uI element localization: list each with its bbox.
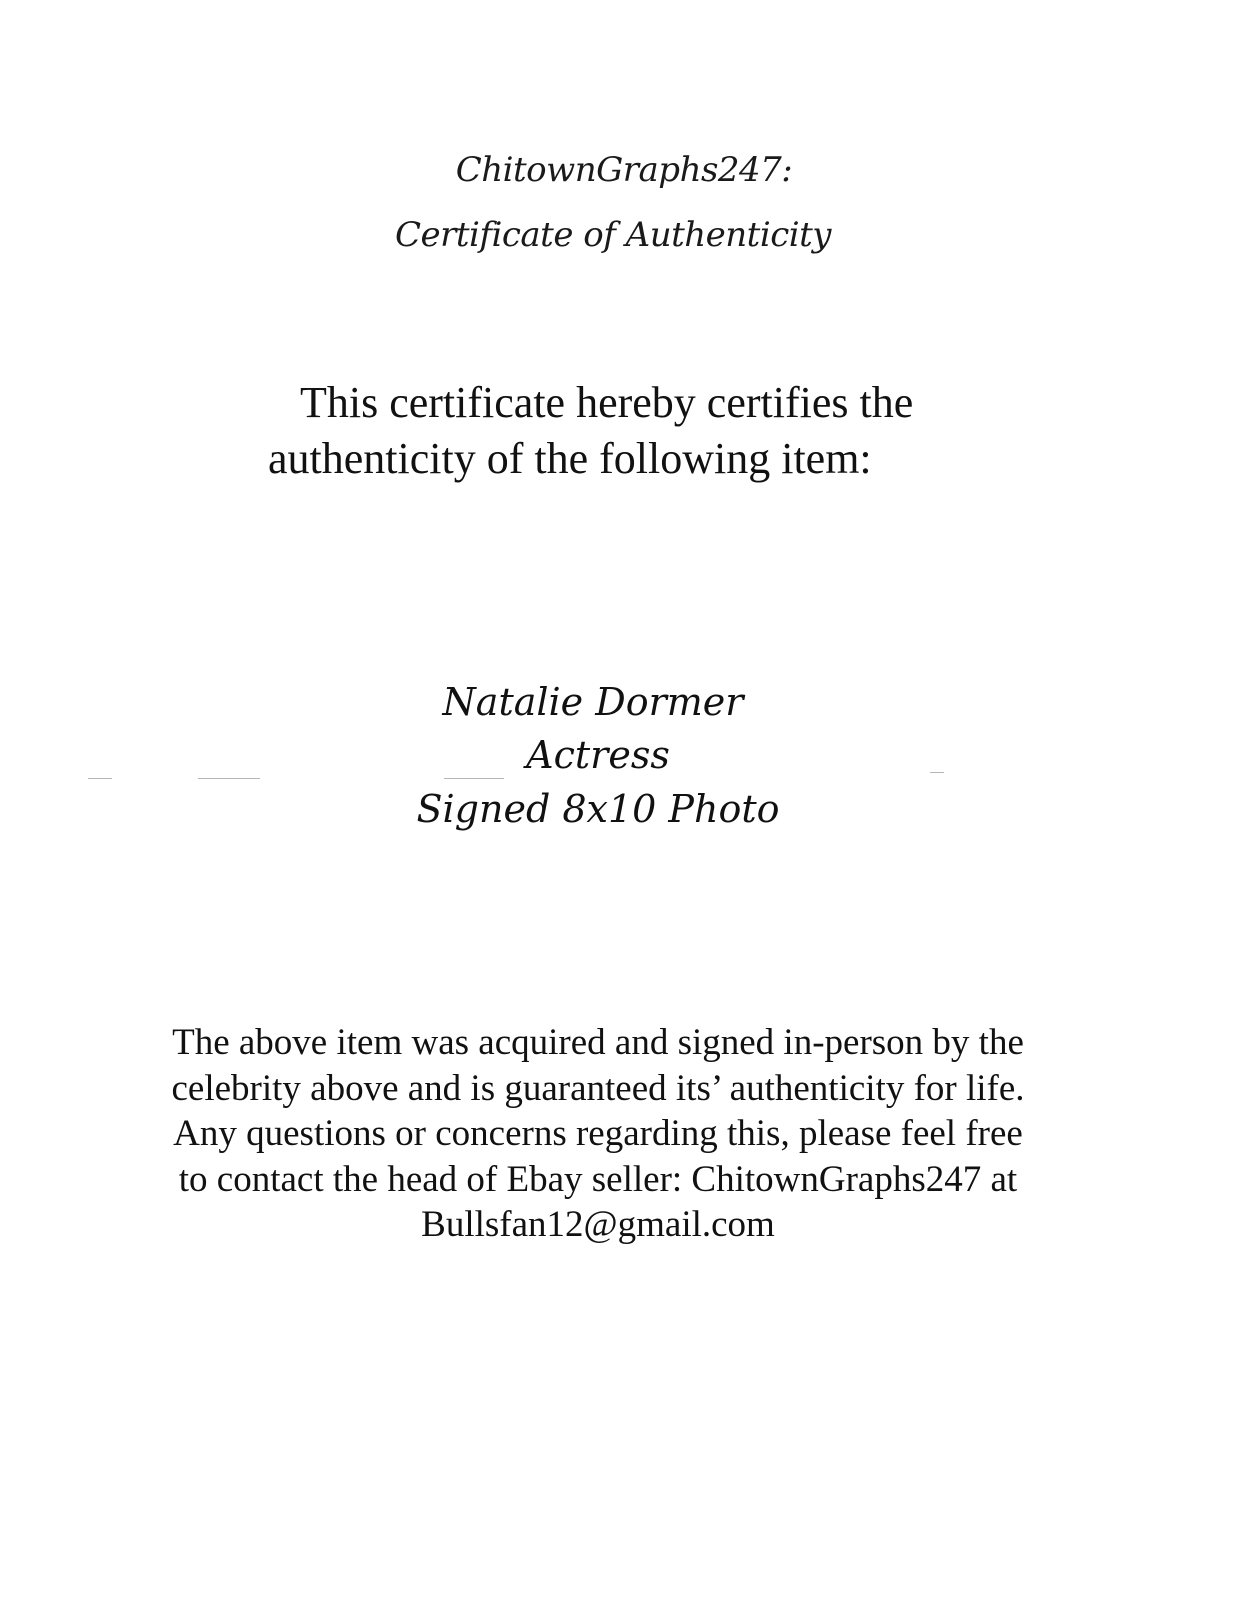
contact-email: Bullsfan12@gmail.com (421, 1204, 775, 1245)
statement-line-2: authenticity of the following item: (268, 434, 872, 483)
guarantee-line-2: celebrity above and is guaranteed its’ authenticity for life. (171, 1068, 1025, 1109)
certificate-title: Certificate of Authenticity (394, 215, 831, 255)
item-description: Signed 8x10 Photo (416, 787, 780, 831)
statement-line-1: This certificate hereby certifies the (300, 378, 914, 427)
item-role: Actress (526, 733, 670, 777)
guarantee-line-1: The above item was acquired and signed in-person by the (172, 1022, 1024, 1063)
guarantee-line-3: Any questions or concerns regarding this, please feel free (173, 1113, 1023, 1154)
scan-artifact (930, 772, 944, 773)
issuer-heading: ChitownGraphs247: (455, 150, 793, 190)
scan-artifact (88, 778, 112, 779)
scan-artifact (198, 778, 260, 779)
guarantee-line-4: to contact the head of Ebay seller: ChitownGraphs247 at (178, 1159, 1018, 1200)
scan-artifact (444, 778, 504, 779)
item-name: Natalie Dormer (442, 680, 744, 724)
